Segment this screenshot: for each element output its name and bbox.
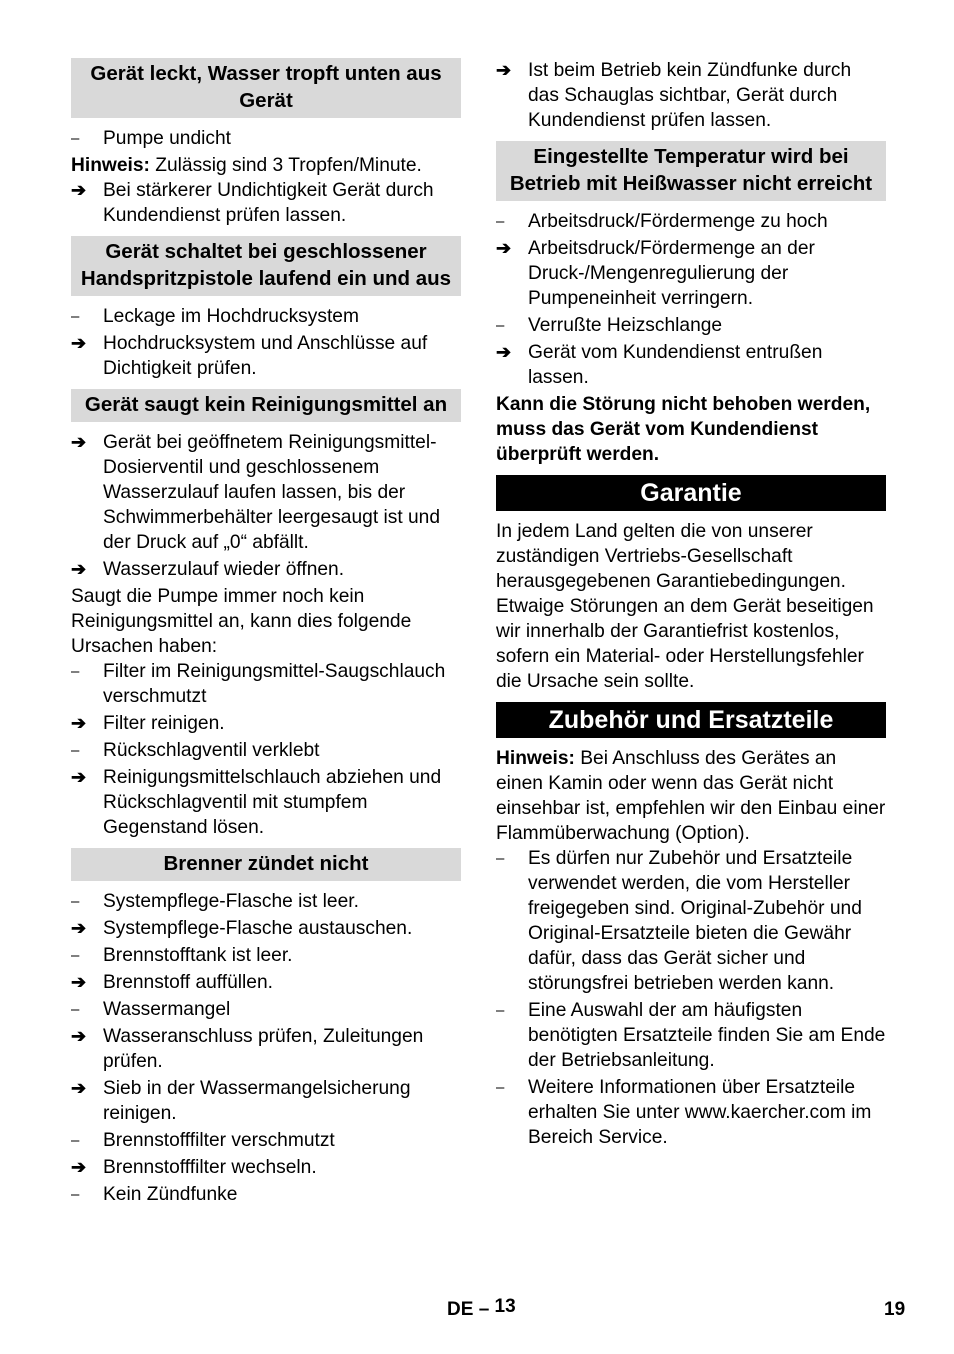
left-column [71, 58, 461, 1207]
list-item [496, 1075, 886, 1150]
item-text: Gerät bei geöffnetem Reinigungsmittel-Dosierventil und geschlossenem Wasserzulauf laufen lassen, bis der Schwimmerbehälter leergesaugt ist und der Druck auf „0“ abfällt. [103, 432, 441, 553]
item-text: Gerät vom Kundendienst entrußen lassen. [528, 342, 823, 388]
dash-icon: – [71, 308, 80, 325]
list-item [496, 236, 886, 311]
list-item [71, 178, 461, 228]
item-text: Brennstofffilter wechseln. [103, 1157, 317, 1178]
dash-icon: – [496, 317, 505, 334]
item-text: Brennstofftank ist leer. [103, 945, 293, 966]
arrow-right-icon: ➔ [71, 333, 87, 353]
list-item [496, 209, 886, 234]
body-paragraph: In jedem Land gelten die von unserer zuständigen Vertriebs-Gesellschaft herausgegebenen Garantiebedingungen. Etwaige Störungen an dem Gerät beseitigen wir innerhalb der Garantiefrist kostenlos, sofern ein Material- oder Herstellungsfehler die Ursache sein sollte. [496, 521, 874, 692]
item-text: Kein Zündfunke [103, 1184, 238, 1205]
arrow-right-icon: ➔ [71, 767, 87, 787]
list-item [496, 340, 886, 390]
arrow-right-icon: ➔ [71, 180, 87, 200]
list-item [71, 738, 461, 763]
list-item [71, 126, 461, 151]
dash-icon: – [71, 1186, 80, 1203]
list-item [71, 557, 461, 582]
item-text: Pumpe undicht [103, 128, 231, 149]
list-item [71, 1155, 461, 1180]
chapter-heading-zubehoer: Zubehör und Ersatzteile [496, 702, 886, 738]
footer-lang [447, 1297, 516, 1322]
dash-icon: – [71, 1132, 80, 1149]
right-column [496, 58, 886, 1150]
warning-paragraph: Kann die Störung nicht behoben werden, muss das Gerät vom Kundendienst überprüft werden. [496, 394, 871, 465]
item-text: Rückschlagventil verklebt [103, 740, 320, 761]
item-text: Wassermangel [103, 999, 231, 1020]
list-item [71, 430, 461, 555]
item-text: Wasseranschluss prüfen, Zuleitungen prüfen. [103, 1026, 424, 1072]
dash-icon: – [71, 130, 80, 147]
note-paragraph [71, 153, 461, 178]
item-text: Systempflege-Flasche ist leer. [103, 891, 359, 912]
note-label: Hinweis: [71, 155, 150, 176]
note-paragraph [496, 746, 886, 846]
item-text: Filter im Reinigungsmittel-Saugschlauch verschmutzt [103, 661, 446, 707]
list-item [71, 1076, 461, 1126]
item-text: Eine Auswahl der am häufigsten benötigten Ersatzteile finden Sie am Ende der Betriebsanleitung. [528, 1000, 886, 1071]
dash-icon: – [71, 742, 80, 759]
arrow-right-icon: ➔ [71, 1026, 87, 1046]
section-heading-leak: Gerät leckt, Wasser tropft unten aus Gerät [71, 58, 461, 118]
section-heading-burner: Brenner zündet nicht [71, 848, 461, 881]
item-text: Systempflege-Flasche austauschen. [103, 918, 413, 939]
arrow-right-icon: ➔ [71, 972, 87, 992]
item-text: Filter reinigen. [103, 713, 225, 734]
item-text: Weitere Informationen über Ersatzteile erhalten Sie unter www.kaercher.com im Bereich Service. [528, 1077, 872, 1148]
list-item [496, 998, 886, 1073]
dash-icon: – [71, 663, 80, 680]
item-text: Reinigungsmittelschlauch abziehen und Rückschlagventil mit stumpfem Gegenstand lösen. [103, 767, 442, 838]
dash-icon: – [71, 1001, 80, 1018]
item-text: Sieb in der Wassermangelsicherung reinigen. [103, 1078, 411, 1124]
note-label: Hinweis: [496, 748, 575, 769]
list-item [71, 889, 461, 914]
item-text: Wasserzulauf wieder öffnen. [103, 559, 345, 580]
arrow-right-icon: ➔ [71, 918, 87, 938]
item-text: Brennstofffilter verschmutzt [103, 1130, 335, 1151]
item-text: Leckage im Hochdrucksystem [103, 306, 359, 327]
list-item [71, 304, 461, 329]
list-item [71, 1024, 461, 1074]
item-text: Hochdrucksystem und Anschlüsse auf Dichtigkeit prüfen. [103, 333, 428, 379]
arrow-right-icon: ➔ [496, 342, 512, 362]
arrow-right-icon: ➔ [71, 559, 87, 579]
list-item [71, 997, 461, 1022]
section-heading-pistol: Gerät schaltet bei geschlossener Handspritzpistole laufend ein und aus [71, 236, 461, 296]
chapter-heading-garantie: Garantie [496, 475, 886, 511]
item-text: Verrußte Heizschlange [528, 315, 723, 336]
item-text: Es dürfen nur Zubehör und Ersatzteile verwendet werden, die vom Hersteller freigegeben sind. Original-Zubehör und Original-Ersatzteile bieten die Gewähr dafür, dass das Gerät sicher und störungsfrei betrieben werden kann. [528, 848, 862, 994]
list-item [71, 1182, 461, 1207]
dash-icon: – [71, 947, 80, 964]
body-paragraph: Saugt die Pumpe immer noch kein Reinigungsmittel an, kann dies folgende Ursachen haben: [71, 586, 412, 657]
list-item [71, 916, 461, 941]
page-number: 19 [884, 1299, 906, 1320]
note-text: Bei Anschluss des Gerätes an einen Kamin oder wenn das Gerät nicht einsehbar ist, empfehlen wir den Einbau einer Flammüberwachung (Option). [496, 748, 886, 844]
footer-separator: – [478, 1299, 490, 1320]
item-text: Brennstoff auffüllen. [103, 972, 273, 993]
arrow-right-icon: ➔ [71, 432, 87, 452]
list-item [496, 313, 886, 338]
footer-local-page: 13 [494, 1296, 516, 1317]
list-item [71, 331, 461, 381]
item-text: Ist beim Betrieb kein Zündfunke durch das Schauglas sichtbar, Gerät durch Kundendienst prüfen lassen. [528, 60, 852, 131]
arrow-right-icon: ➔ [71, 1157, 87, 1177]
dash-icon: – [496, 1002, 505, 1019]
list-item [71, 1128, 461, 1153]
list-item [71, 943, 461, 968]
dash-icon: – [496, 850, 505, 867]
item-text: Arbeitsdruck/Fördermenge zu hoch [528, 211, 828, 232]
section-heading-temperature: Eingestellte Temperatur wird bei Betrieb mit Heißwasser nicht erreicht [496, 141, 886, 201]
list-item [496, 846, 886, 996]
arrow-right-icon: ➔ [496, 60, 512, 80]
footer-lang-code: DE [447, 1299, 474, 1320]
dash-icon: – [496, 1079, 505, 1096]
item-text: Arbeitsdruck/Fördermenge an der Druck-/Mengenregulierung der Pumpeneinheit verringern. [528, 238, 815, 309]
list-item [496, 58, 886, 133]
note-text: Zulässig sind 3 Tropfen/Minute. [149, 155, 422, 176]
item-text: Bei stärkerer Undichtigkeit Gerät durch Kundendienst prüfen lassen. [103, 180, 434, 226]
section-heading-detergent: Gerät saugt kein Reinigungsmittel an [71, 389, 461, 422]
dash-icon: – [71, 893, 80, 910]
list-item [71, 970, 461, 995]
list-item [71, 711, 461, 736]
arrow-right-icon: ➔ [71, 713, 87, 733]
list-item [71, 765, 461, 840]
list-item [71, 659, 461, 709]
dash-icon: – [496, 213, 505, 230]
arrow-right-icon: ➔ [71, 1078, 87, 1098]
arrow-right-icon: ➔ [496, 238, 512, 258]
